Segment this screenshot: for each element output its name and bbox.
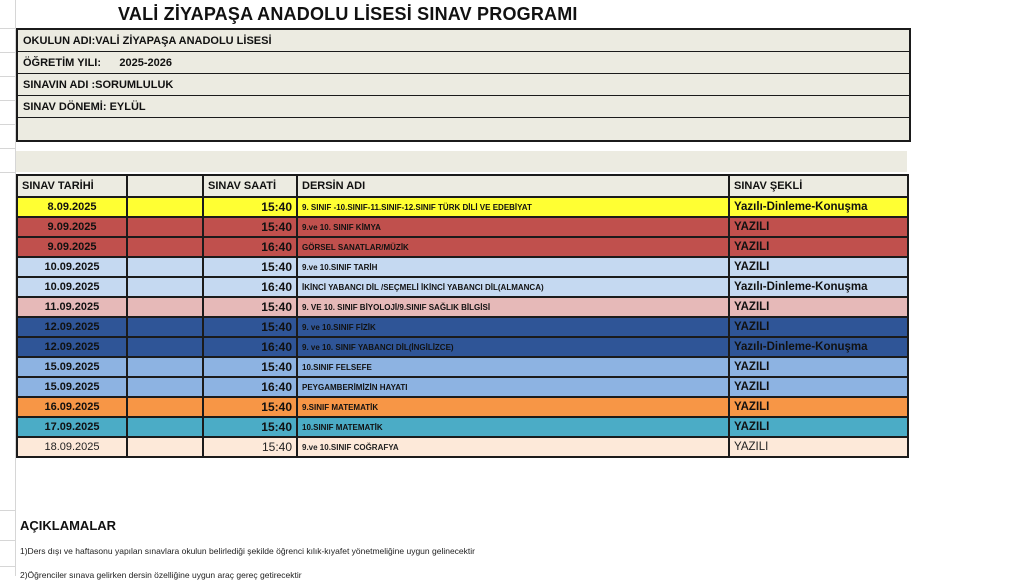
row-header-line [0,28,16,29]
exam-type-cell[interactable]: YAZILI [729,377,908,397]
page-title: VALİ ZİYAPAŞA ANADOLU LİSESİ SINAV PROGRAMI [118,4,578,24]
exam-date-cell[interactable]: 12.09.2025 [17,337,127,357]
exam-date-cell[interactable]: 11.09.2025 [17,297,127,317]
empty-cell[interactable] [18,118,909,140]
blank-cell[interactable] [127,337,203,357]
table-header-row [17,175,908,197]
row-header-line [0,52,16,53]
exam-time-cell[interactable]: 15:40 [203,437,297,457]
blank-cell[interactable] [127,217,203,237]
blank-cell[interactable] [127,397,203,417]
exam-type-cell[interactable]: YAZILI [729,237,908,257]
exam-type-cell[interactable]: YAZILI [729,317,908,337]
blank-cell[interactable] [127,277,203,297]
course-name-cell[interactable]: 9.SINIF MATEMATİK [297,397,729,417]
course-name-cell[interactable]: 10.SINIF FELSEFE [297,357,729,377]
blank-cell[interactable] [127,237,203,257]
row-header-line [0,510,16,511]
exam-date-cell[interactable]: 16.09.2025 [17,397,127,417]
table-row [17,237,908,257]
exam-type-cell[interactable]: YAZILI [729,417,908,437]
course-name-cell[interactable]: 9.ve 10.SINIF TARİH [297,257,729,277]
table-row [17,377,908,397]
table-row [17,417,908,437]
exam-date-cell[interactable]: 12.09.2025 [17,317,127,337]
exam-date-cell[interactable]: 9.09.2025 [17,217,127,237]
blank-cell[interactable] [127,257,203,277]
exam-type-cell[interactable]: Yazılı-Dinleme-Konuşma [729,337,908,357]
course-name-cell[interactable]: 10.SINIF MATEMATİK [297,417,729,437]
table-row [17,397,908,417]
header-course-name[interactable]: DERSİN ADI [297,175,729,197]
notes-title: AÇIKLAMALAR [20,518,117,533]
exam-time-cell[interactable]: 15:40 [203,217,297,237]
exam-date-cell[interactable]: 15.09.2025 [17,377,127,397]
course-name-cell[interactable]: 9. ve 10. SINIF YABANCI DİL(İNGİLİZCE) [297,337,729,357]
exam-time-cell[interactable]: 15:40 [203,197,297,217]
exam-time-cell[interactable]: 15:40 [203,397,297,417]
exam-date-cell[interactable]: 10.09.2025 [17,257,127,277]
note-item: 2)Öğrenciler sınava gelirken dersin özelliğine uygun araç gereç getirecektir [20,570,302,580]
header-exam-date[interactable]: SINAV TARİHİ [17,175,127,197]
row-header-line [0,124,16,125]
exam-time-cell[interactable]: 15:40 [203,357,297,377]
exam-type-cell[interactable]: YAZILI [729,437,908,457]
school-name-cell[interactable]: OKULUN ADI:VALİ ZİYAPAŞA ANADOLU LİSESİ [18,30,909,52]
exam-type-cell[interactable]: YAZILI [729,217,908,237]
exam-time-cell[interactable]: 15:40 [203,317,297,337]
exam-date-cell[interactable]: 10.09.2025 [17,277,127,297]
blank-cell[interactable] [127,197,203,217]
exam-type-cell[interactable]: Yazılı-Dinleme-Konuşma [729,197,908,217]
exam-type-cell[interactable]: YAZILI [729,357,908,377]
row-header-line [0,172,16,173]
exam-time-cell[interactable]: 16:40 [203,237,297,257]
table-row [17,337,908,357]
exam-period-cell[interactable]: SINAV DÖNEMİ: EYLÜL [18,96,909,118]
exam-time-cell[interactable]: 15:40 [203,257,297,277]
exam-time-cell[interactable]: 16:40 [203,377,297,397]
exam-name-cell[interactable]: SINAVIN ADI :SORUMLULUK [18,74,909,96]
empty-row [16,151,907,172]
blank-cell[interactable] [127,317,203,337]
course-name-cell[interactable]: 9. VE 10. SINIF BİYOLOJİ/9.SINIF SAĞLIK BİLGİSİ [297,297,729,317]
note-item: 1)Ders dışı ve haftasonu yapılan sınavlara okulun belirlediği şekilde öğrenci kılık-kıyafet yönetmeliğine uygun gelinecektir [20,546,475,556]
table-row [17,197,908,217]
blank-cell[interactable] [127,377,203,397]
table-row [17,357,908,377]
header-exam-time[interactable]: SINAV SAATİ [203,175,297,197]
exam-type-cell[interactable]: YAZILI [729,257,908,277]
table-row [17,297,908,317]
blank-cell[interactable] [127,417,203,437]
exam-date-cell[interactable]: 9.09.2025 [17,237,127,257]
exam-date-cell[interactable]: 15.09.2025 [17,357,127,377]
blank-cell[interactable] [127,357,203,377]
course-name-cell[interactable]: 9. SINIF -10.SINIF-11.SINIF-12.SINIF TÜRK DİLİ VE EDEBİYAT [297,197,729,217]
course-name-cell[interactable]: PEYGAMBERİMİZİN HAYATI [297,377,729,397]
row-header-line [0,566,16,567]
exam-type-cell[interactable]: Yazılı-Dinleme-Konuşma [729,277,908,297]
exam-type-cell[interactable]: YAZILI [729,297,908,317]
course-name-cell[interactable]: İKİNCİ YABANCI DİL /SEÇMELİ İKİNCİ YABANCI DİL(ALMANCA) [297,277,729,297]
blank-cell[interactable] [127,437,203,457]
exam-date-cell[interactable]: 8.09.2025 [17,197,127,217]
exam-schedule-table [16,174,909,458]
course-name-cell[interactable]: 9.ve 10.SINIF COĞRAFYA [297,437,729,457]
course-name-cell[interactable]: GÖRSEL SANATLAR/MÜZİK [297,237,729,257]
table-row [17,257,908,277]
exam-time-cell[interactable]: 15:40 [203,297,297,317]
exam-time-cell[interactable]: 16:40 [203,277,297,297]
header-blank[interactable] [127,175,203,197]
table-row [17,437,908,457]
school-info-block [16,28,911,142]
table-row [17,317,908,337]
row-header-line [0,76,16,77]
table-row [17,277,908,297]
blank-cell[interactable] [127,297,203,317]
course-name-cell[interactable]: 9.ve 10. SINIF KİMYA [297,217,729,237]
row-header-line [0,100,16,101]
row-header-line [0,540,16,541]
exam-date-cell[interactable]: 17.09.2025 [17,417,127,437]
course-name-cell[interactable]: 9. ve 10.SINIF FİZİK [297,317,729,337]
academic-year-cell[interactable]: ÖĞRETİM YILI: 2025-2026 [18,52,909,74]
exam-type-cell[interactable]: YAZILI [729,397,908,417]
exam-time-cell[interactable]: 15:40 [203,417,297,437]
header-exam-type[interactable]: SINAV ŞEKLİ [729,175,908,197]
table-row [17,217,908,237]
exam-date-cell[interactable]: 18.09.2025 [17,437,127,457]
row-header-line [0,148,16,149]
exam-time-cell[interactable]: 16:40 [203,337,297,357]
